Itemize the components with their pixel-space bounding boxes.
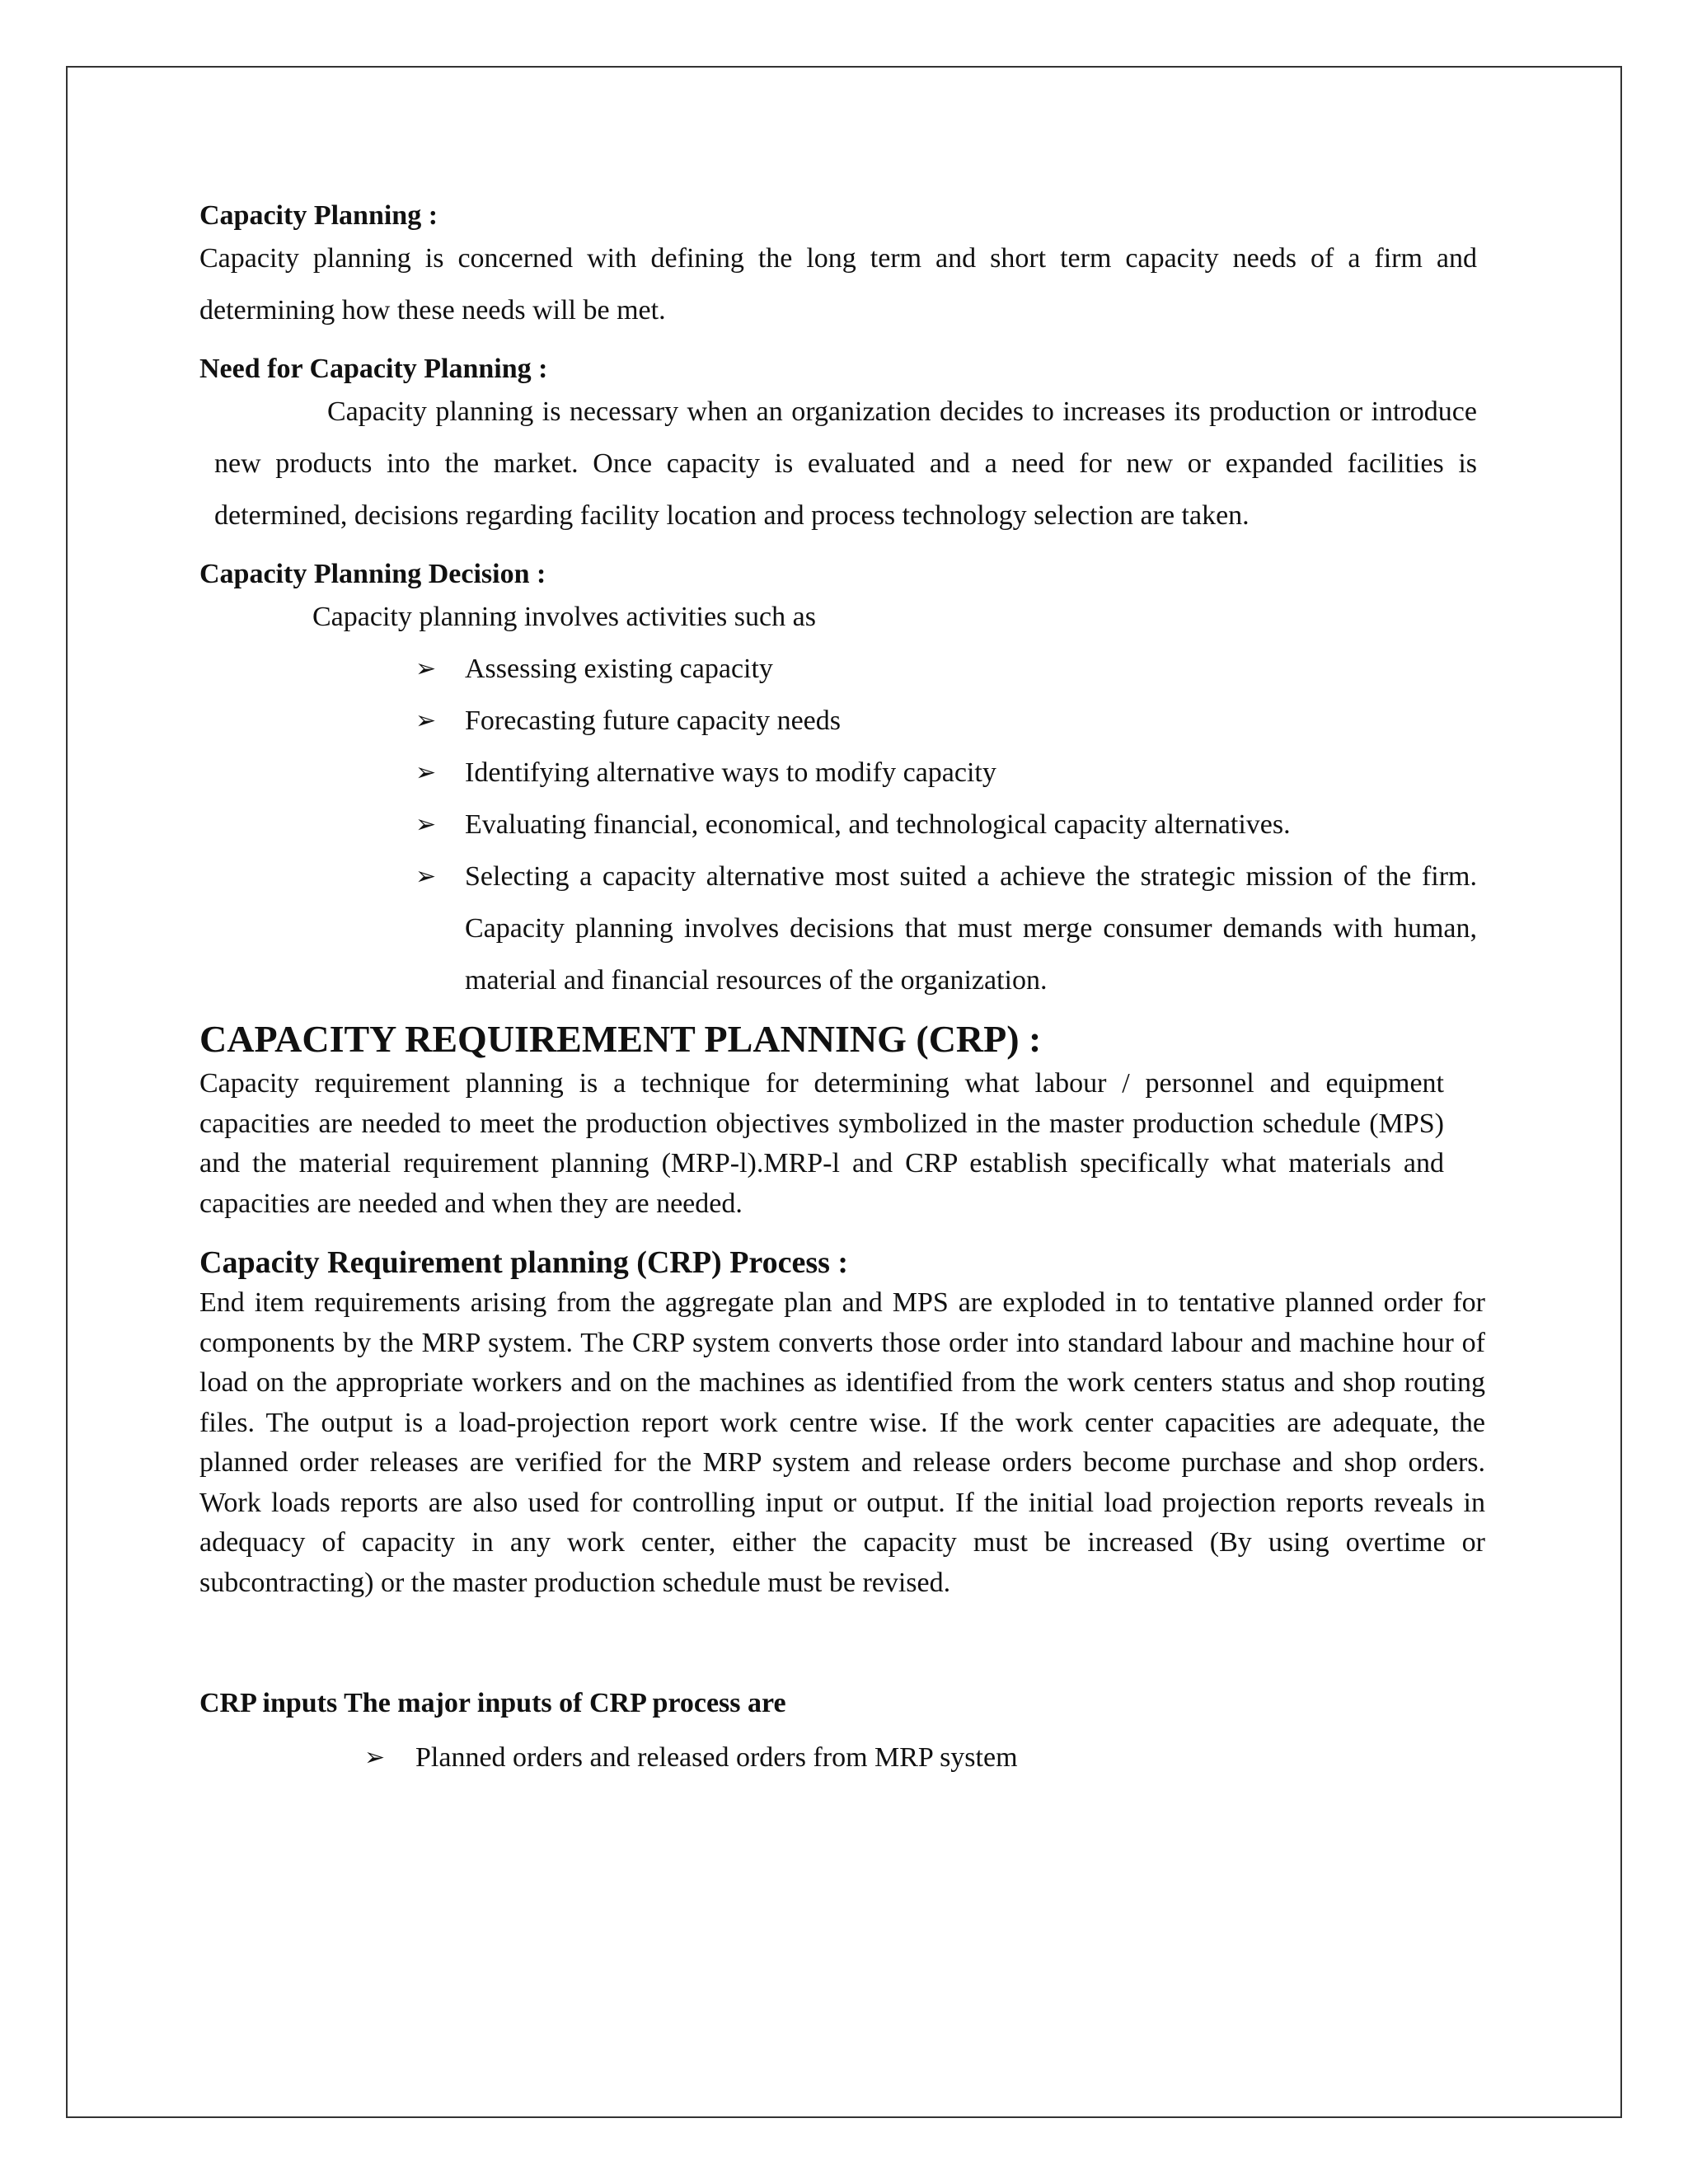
list-item: [364, 1732, 1477, 1783]
list-item: [415, 643, 1477, 695]
arrowhead-bullet-icon: ➢: [415, 758, 437, 787]
list-item: [415, 747, 1477, 799]
arrowhead-bullet-icon: ➢: [415, 810, 437, 839]
arrowhead-bullet-icon: ➢: [415, 862, 437, 891]
section-decision: [199, 556, 1477, 1006]
section-crp-inputs: [199, 1685, 1477, 1783]
paragraph-capacity-planning: Capacity planning is concerned with defining the long term and short term capacity needs of a firm and determining how these needs will be met.: [199, 243, 1477, 326]
decision-bullet-list: [199, 643, 1477, 1006]
arrowhead-bullet-icon: ➢: [364, 1743, 386, 1772]
heading-capacity-planning: Capacity Planning :: [199, 200, 438, 231]
list-item-text: Identifying alternative ways to modify capacity: [465, 757, 996, 788]
section-crp: [199, 1015, 1477, 1224]
list-item: [415, 799, 1477, 851]
paragraph-decision-intro: Capacity planning involves activities such as: [312, 602, 816, 632]
heading-capacity-planning-decision: Capacity Planning Decision :: [199, 559, 546, 589]
heading-need-for-capacity-planning: Need for Capacity Planning :: [199, 354, 548, 384]
heading-crp-inputs: CRP inputs The major inputs of CRP process are: [199, 1688, 786, 1718]
crp-inputs-bullet-list: [199, 1732, 1477, 1783]
list-item-text: Evaluating financial, economical, and technological capacity alternatives.: [465, 809, 1291, 840]
list-item-text: Forecasting future capacity needs: [465, 705, 841, 736]
paragraph-crp: Capacity requirement planning is a technique for determining what labour / personnel and equipment capacities are needed to meet the production objectives symbolized in the master production schedule (MPS) and the material requirement planning (MRP-l).MRP-l and CRP establish specifically what materials and capacities are needed and when they are needed.: [199, 1068, 1444, 1219]
document-body: [199, 198, 1485, 1783]
paragraph-need: Capacity planning is necessary when an organization decides to increases its production or introduce new products into the market. Once capacity is evaluated and a need for new or expanded facilities is determined, decisions regarding facility location and process technology selection are taken.: [214, 396, 1477, 531]
list-item-text: Assessing existing capacity: [465, 654, 773, 684]
list-item: [415, 695, 1477, 747]
paragraph-crp-process: End item requirements arising from the aggregate plan and MPS are exploded in to tentative planned order for components by the MRP system. The CRP system converts those order into standard labour and machine hour of load on the appropriate workers and on the machines as identified from the work centers status and shop routing files. The output is a load-projection report work centre wise. If the work center capacities are adequate, the planned order releases are verified for the MRP system and release orders become purchase and shop orders. Work loads reports are also used for controlling input or output. If the initial load projection reports reveals in adequacy of capacity in any work center, either the capacity must be increased (By using overtime or subcontracting) or the master production schedule must be revised.: [199, 1287, 1485, 1598]
heading-crp: CAPACITY REQUIREMENT PLANNING (CRP) :: [199, 1018, 1042, 1060]
list-item-text: Planned orders and released orders from MRP system: [415, 1742, 1018, 1773]
list-item-text: Selecting a capacity alternative most suited a achieve the strategic mission of the firm. Capacity planning involves decisions that must merge consumer demands with human, material and financial resources of the organization.: [465, 861, 1477, 996]
list-item: [415, 851, 1477, 1006]
section-capacity-planning: [199, 198, 1477, 336]
arrowhead-bullet-icon: ➢: [415, 654, 437, 683]
heading-crp-process: Capacity Requirement planning (CRP) Process :: [199, 1245, 849, 1280]
arrowhead-bullet-icon: ➢: [415, 706, 437, 735]
section-crp-process: [199, 1242, 1485, 1603]
section-need: [199, 351, 1477, 541]
